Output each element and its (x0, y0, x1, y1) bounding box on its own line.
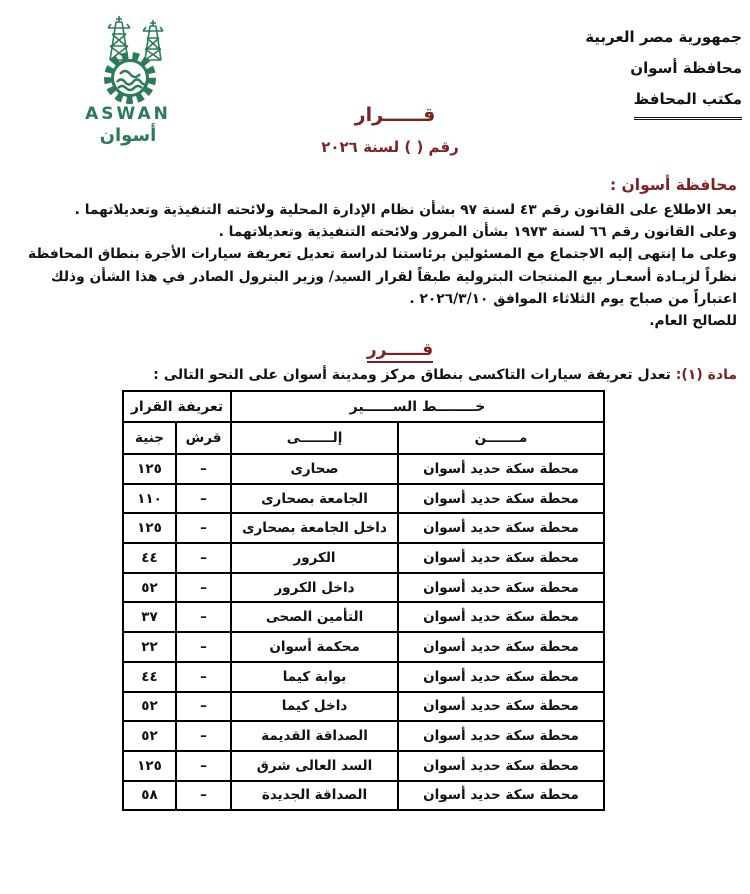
route-to-cell: الصداقة القديمة (231, 721, 398, 751)
decided-heading: قــــــرر (0, 340, 750, 360)
fare-piasters-cell: – (176, 721, 231, 751)
fare-piasters-cell: – (176, 781, 231, 811)
route-to-cell: السد العالى شرق (231, 751, 398, 781)
fare-pounds-cell: ١٢٥ (123, 751, 176, 781)
fare-pounds-cell: ٢٢ (123, 632, 176, 662)
route-from-cell: محطة سكة حديد أسوان (398, 602, 604, 632)
from-column-header: مـــــــن (398, 422, 604, 454)
fare-piasters-cell: – (176, 513, 231, 543)
preamble-line-4: نظراً لزيـادة أسعـار بيع المنتجات البترولية طبقاً لقرار السيد/ وزير البترول الصادر في هذا الشأن وذلك (51, 268, 737, 285)
preamble-block (12, 199, 737, 332)
route-from-cell: محطة سكة حديد أسوان (398, 632, 604, 662)
route-from-cell: محطة سكة حديد أسوان (398, 513, 604, 543)
fare-piasters-cell: – (176, 662, 231, 692)
taxi-fare-table (122, 390, 605, 811)
fare-pounds-cell: ١١٠ (123, 484, 176, 514)
route-to-cell: بوابة كيما (231, 662, 398, 692)
preamble-line-2: وعلى القانون رقم ٦٦ لسنة ١٩٧٣ بشأن المرور ولائحته التنفيذية وتعديلاتهما . (218, 224, 737, 241)
decree-title: قــــــرار (354, 104, 436, 126)
org-line-governor-office: مكتب المحافظ (512, 84, 742, 120)
pounds-column-header: جنية (123, 422, 176, 454)
decree-number-line: رقم ( ) لسنة ٢٠٢٦ (321, 138, 459, 156)
fare-pounds-cell: ١٢٥ (123, 513, 176, 543)
fare-table-row (123, 484, 604, 514)
fare-table-body (123, 454, 604, 810)
route-to-cell: صحارى (231, 454, 398, 484)
fare-table-row (123, 632, 604, 662)
route-from-cell: محطة سكة حديد أسوان (398, 721, 604, 751)
fare-pounds-cell: ٣٧ (123, 602, 176, 632)
fare-pounds-cell: ٥٢ (123, 721, 176, 751)
salutation-governorate: محافظة أسوان : (609, 176, 737, 194)
article-1-label: مادة (١): (675, 367, 737, 383)
preamble-line-3: وعلى ما إنتهى إليه الاجتماع مع المسئولين برئاستنا لدراسة تعديل تعريفة سيارات الأجرة بنطاق المحافظة (27, 246, 737, 263)
route-from-cell: محطة سكة حديد أسوان (398, 692, 604, 722)
fare-table-group-header-row (123, 391, 604, 422)
aswan-governorate-logo (50, 14, 206, 146)
route-to-cell: داخل الكرور (231, 573, 398, 603)
route-from-cell: محطة سكة حديد أسوان (398, 484, 604, 514)
fare-pounds-cell: ٤٤ (123, 662, 176, 692)
article-1-line (153, 367, 737, 383)
to-column-header: إلـــــــى (231, 422, 398, 454)
route-group-header: خــــــــط الســــــير (231, 391, 604, 422)
fare-table-row (123, 751, 604, 781)
fare-table-row (123, 692, 604, 722)
logo-latin-text: ASWAN (85, 104, 171, 124)
fare-table-row (123, 602, 604, 632)
route-from-cell: محطة سكة حديد أسوان (398, 662, 604, 692)
fare-piasters-cell: – (176, 602, 231, 632)
route-to-cell: الكرور (231, 543, 398, 573)
preamble-line-1: بعد الاطلاع على القانون رقم ٤٣ لسنة ٩٧ بشأن نظام الإدارة المحلية ولائحته التنفيذية وتعديلاتهما . (74, 202, 737, 218)
fare-group-header: تعريفة القرار (123, 391, 231, 422)
route-to-cell: الجامعة بصحارى (231, 484, 398, 514)
route-to-cell: داخل الجامعة بصحارى (231, 513, 398, 543)
route-to-cell: التأمين الصحى (231, 602, 398, 632)
route-from-cell: محطة سكة حديد أسوان (398, 454, 604, 484)
org-line-governorate: محافظة أسوان (630, 59, 742, 77)
fare-table-row (123, 454, 604, 484)
fare-table-sub-header-row (123, 422, 604, 454)
fare-piasters-cell: – (176, 484, 231, 514)
org-line-republic: جمهورية مصر العربية (585, 28, 742, 46)
fare-pounds-cell: ١٢٥ (123, 454, 176, 484)
route-from-cell: محطة سكة حديد أسوان (398, 781, 604, 811)
route-to-cell: داخل كيما (231, 692, 398, 722)
route-from-cell: محطة سكة حديد أسوان (398, 751, 604, 781)
logo-emblem-icon (58, 14, 198, 106)
fare-table-row (123, 721, 604, 751)
fare-piasters-cell: – (176, 692, 231, 722)
fare-pounds-cell: ٤٤ (123, 543, 176, 573)
fare-piasters-cell: – (176, 454, 231, 484)
piasters-column-header: قرش (176, 422, 231, 454)
fare-piasters-cell: – (176, 751, 231, 781)
route-from-cell: محطة سكة حديد أسوان (398, 573, 604, 603)
fare-pounds-cell: ٥٢ (123, 692, 176, 722)
fare-piasters-cell: – (176, 573, 231, 603)
article-1-text: تعدل تعريفة سيارات التاكسى بنطاق مركز ومدينة أسوان على النحو التالى : (153, 367, 676, 383)
fare-piasters-cell: – (176, 632, 231, 662)
route-to-cell: محكمة أسوان (231, 632, 398, 662)
route-from-cell: محطة سكة حديد أسوان (398, 543, 604, 573)
fare-table-row (123, 573, 604, 603)
fare-pounds-cell: ٥٢ (123, 573, 176, 603)
fare-pounds-cell: ٥٨ (123, 781, 176, 811)
preamble-line-5: اعتباراً من صباح يوم الثلاثاء الموافق ٢٠٢٦/٣/١٠ . (409, 290, 737, 307)
fare-table-row (123, 662, 604, 692)
fare-table-row (123, 781, 604, 811)
fare-table-row (123, 543, 604, 573)
logo-arabic-text: أسوان (99, 125, 157, 146)
fare-piasters-cell: – (176, 543, 231, 573)
preamble-line-6: للصالح العام. (649, 313, 737, 330)
route-to-cell: الصداقة الجديدة (231, 781, 398, 811)
fare-table-row (123, 513, 604, 543)
